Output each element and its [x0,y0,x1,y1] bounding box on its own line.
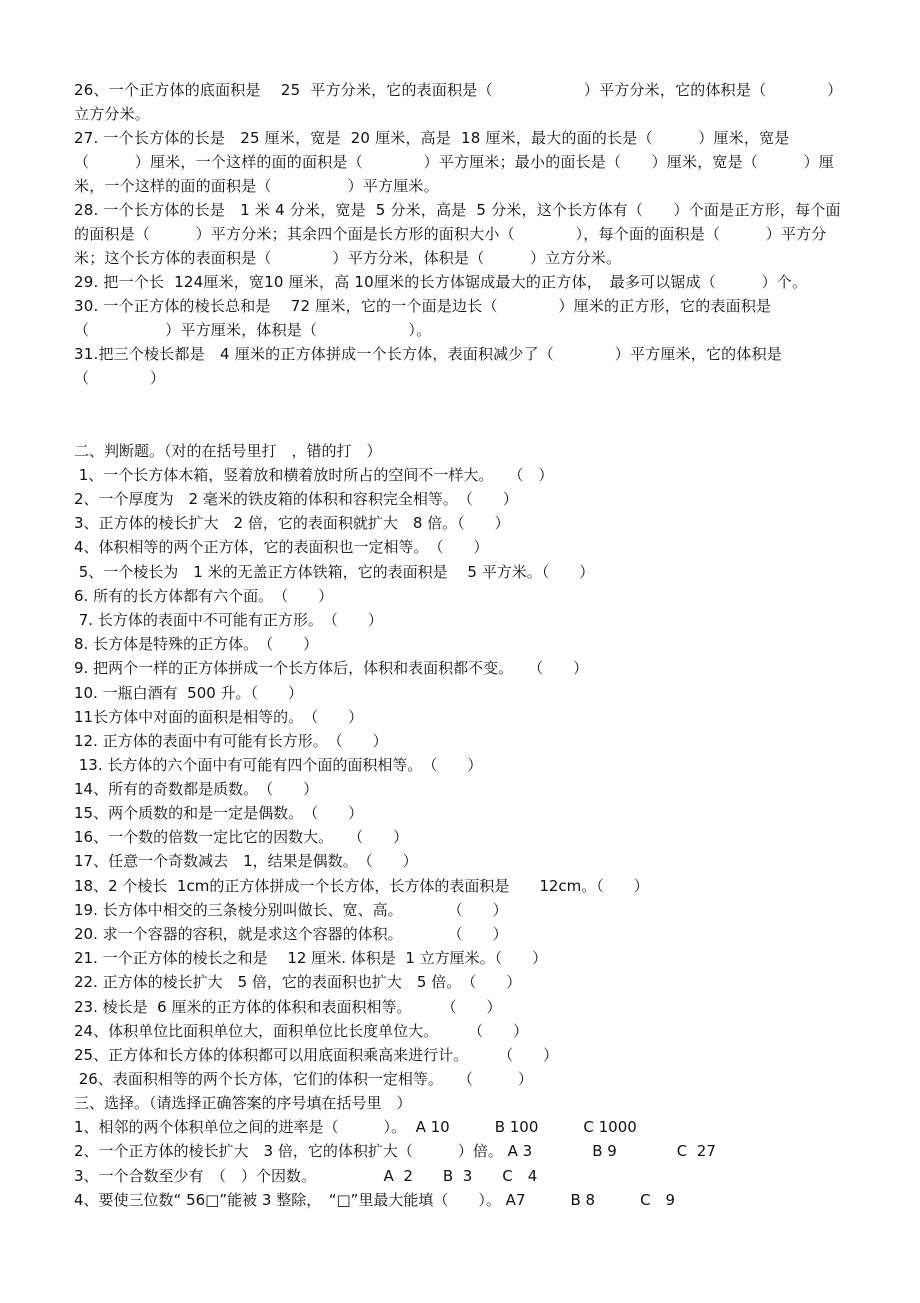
question-fill-26: 26、一个正方体的底面积是 25 平方分米，它的表面积是（ ）平方分米，它的体积是（ ） 立方分米。 [74,81,848,123]
question-fill-27: 27. 一个长方体的长是 25 厘米，宽是 20 厘米，高是 18 厘米，最大的面的长是（ ）厘米，宽是（ ）厘米，一个这样的面的面积是（ ）平方厘米；最小的面长是（ ）厘米，宽是（ ）厘米，一个这样的面的面积是（ ）平方厘米。 [74,129,835,195]
judgement-item-21: 21. 一个正方体的棱长之和是 12 厘米. 体积是 1 立方厘米。（ ） [74,949,548,967]
fill-in-section [74,78,854,390]
judgement-item-2: 2、一个厚度为 2 毫米的铁皮箱的体积和容积完全相等。 （ ） [74,490,518,508]
judgement-item-14: 14、所有的奇数都是质数。 （ ） [74,780,319,798]
judgement-item-18: 18、2 个棱长 1cm的正方体拼成一个长方体，长方体的表面积是 12cm。（ ） [74,877,649,895]
judgement-item-20: 20. 求一个容器的容积，就是求这个容器的体积。 （ ） [74,925,508,943]
judgement-item-1: 1、一个长方体木箱，竖着放和横着放时所占的空间不一样大。 （ ） [74,466,554,484]
judgement-item-22: 22. 正方体的棱长扩大 5 倍，它的表面积也扩大 5 倍。 （ ） [74,973,522,991]
judgement-item-7: 7. 长方体的表面中不可能有正方形。 （ ） [74,611,383,629]
judgement-item-9: 9. 把两个一样的正方体拼成一个长方体后，体积和表面积都不变。 （ ） [74,659,589,677]
question-fill-28: 28. 一个长方体的长是 1 米 4 分米，宽是 5 分米，高是 5 分米，这个长方体有（ ）个面是正方形，每个面的面积是（ ）平方分米；其余四个面是长方形的面积大小（ ），每个面的面积是（ ）平方分米；这个长方体的表面积是（ ）平方分米，体积是（ ）立方分米。 [74,201,841,267]
judgement-item-24: 24、体积单位比面积单位大，面积单位比长度单位大。 （ ） [74,1022,529,1040]
judgement-item-3: 3、正方体的棱长扩大 2 倍，它的表面积就扩大 8 倍。（ ） [74,514,510,532]
question-fill-29: 29. 把一个长 124厘米，宽10 厘米，高 10厘米的长方体锯成最大的正方体， 最多可以锯成（ ）个。 [74,273,808,291]
judgement-item-13: 13. 长方体的六个面中有可能有四个面的面积相等。 （ ） [74,756,483,774]
judgement-item-19: 19. 长方体中相交的三条棱分别叫做长、宽、高。 （ ） [74,901,508,919]
judgement-item-17: 17、任意一个奇数减去 1，结果是偶数。 （ ） [74,852,418,870]
choice-item-4: 4、要使三位数“ 56□”能被 3 整除， “□”里最大能填（ ）。 A7 B 8 C 9 [74,1191,676,1209]
question-fill-31: 31.把三个棱长都是 4 厘米的正方体拼成一个长方体，表面积减少了（ ）平方厘米，它的体积是（ ） [74,345,782,387]
judgement-item-4: 4、体积相等的两个正方体，它的表面积也一定相等。 （ ） [74,538,489,556]
judgement-item-23: 23. 棱长是 6 厘米的正方体的体积和表面积相等。 （ ） [74,998,502,1016]
judgement-item-10: 10. 一瓶白酒有 500 升。（ ） [74,684,304,702]
judgement-item-11: 11长方体中对面的面积是相等的。 （ ） [74,708,364,726]
judgement-item-26: 26、表面积相等的两个长方体，它们的体积一定相等。 （ ） [74,1070,533,1088]
judgement-item-8: 8. 长方体是特殊的正方体。 （ ） [74,635,319,653]
section-title-choice: 三、选择。（请选择正确答案的序号填在括号里 ） [74,1094,412,1112]
judgement-item-6: 6. 所有的长方体都有六个面。 （ ） [74,587,334,605]
choice-item-3: 3、一个合数至少有 （ ）个因数。 A 2 B 3 C 4 [74,1167,538,1185]
judgement-item-5: 5、一个棱长为 1 米的无盖正方体铁箱，它的表面积是 5 平方米。（ ） [74,563,595,581]
question-fill-30: 30. 一个正方体的棱长总和是 72 厘米，它的一个面是边长（ ）厘米的正方形，它的表面积是（ ）平方厘米，体积是（ ）。 [74,297,772,339]
section-title-judgement: 二、判断题。（对的在括号里打 ，错的打 ） [74,442,382,460]
judgement-item-12: 12. 正方体的表面中有可能有长方形。 （ ） [74,732,388,750]
judgement-item-16: 16、一个数的倍数一定比它的因数大。 （ ） [74,828,409,846]
judgement-item-25: 25、正方体和长方体的体积都可以用底面积乘高来进行计。 （ ） [74,1046,559,1064]
choice-item-1: 1、相邻的两个体积单位之间的进率是（ ）。 A 10 B 100 C 1000 [74,1118,637,1136]
judgement-item-15: 15、两个质数的和是一定是偶数。 （ ） [74,804,364,822]
choice-item-2: 2、一个正方体的棱长扩大 3 倍，它的体积扩大（ ）倍。 A 3 B 9 C 27 [74,1142,716,1160]
